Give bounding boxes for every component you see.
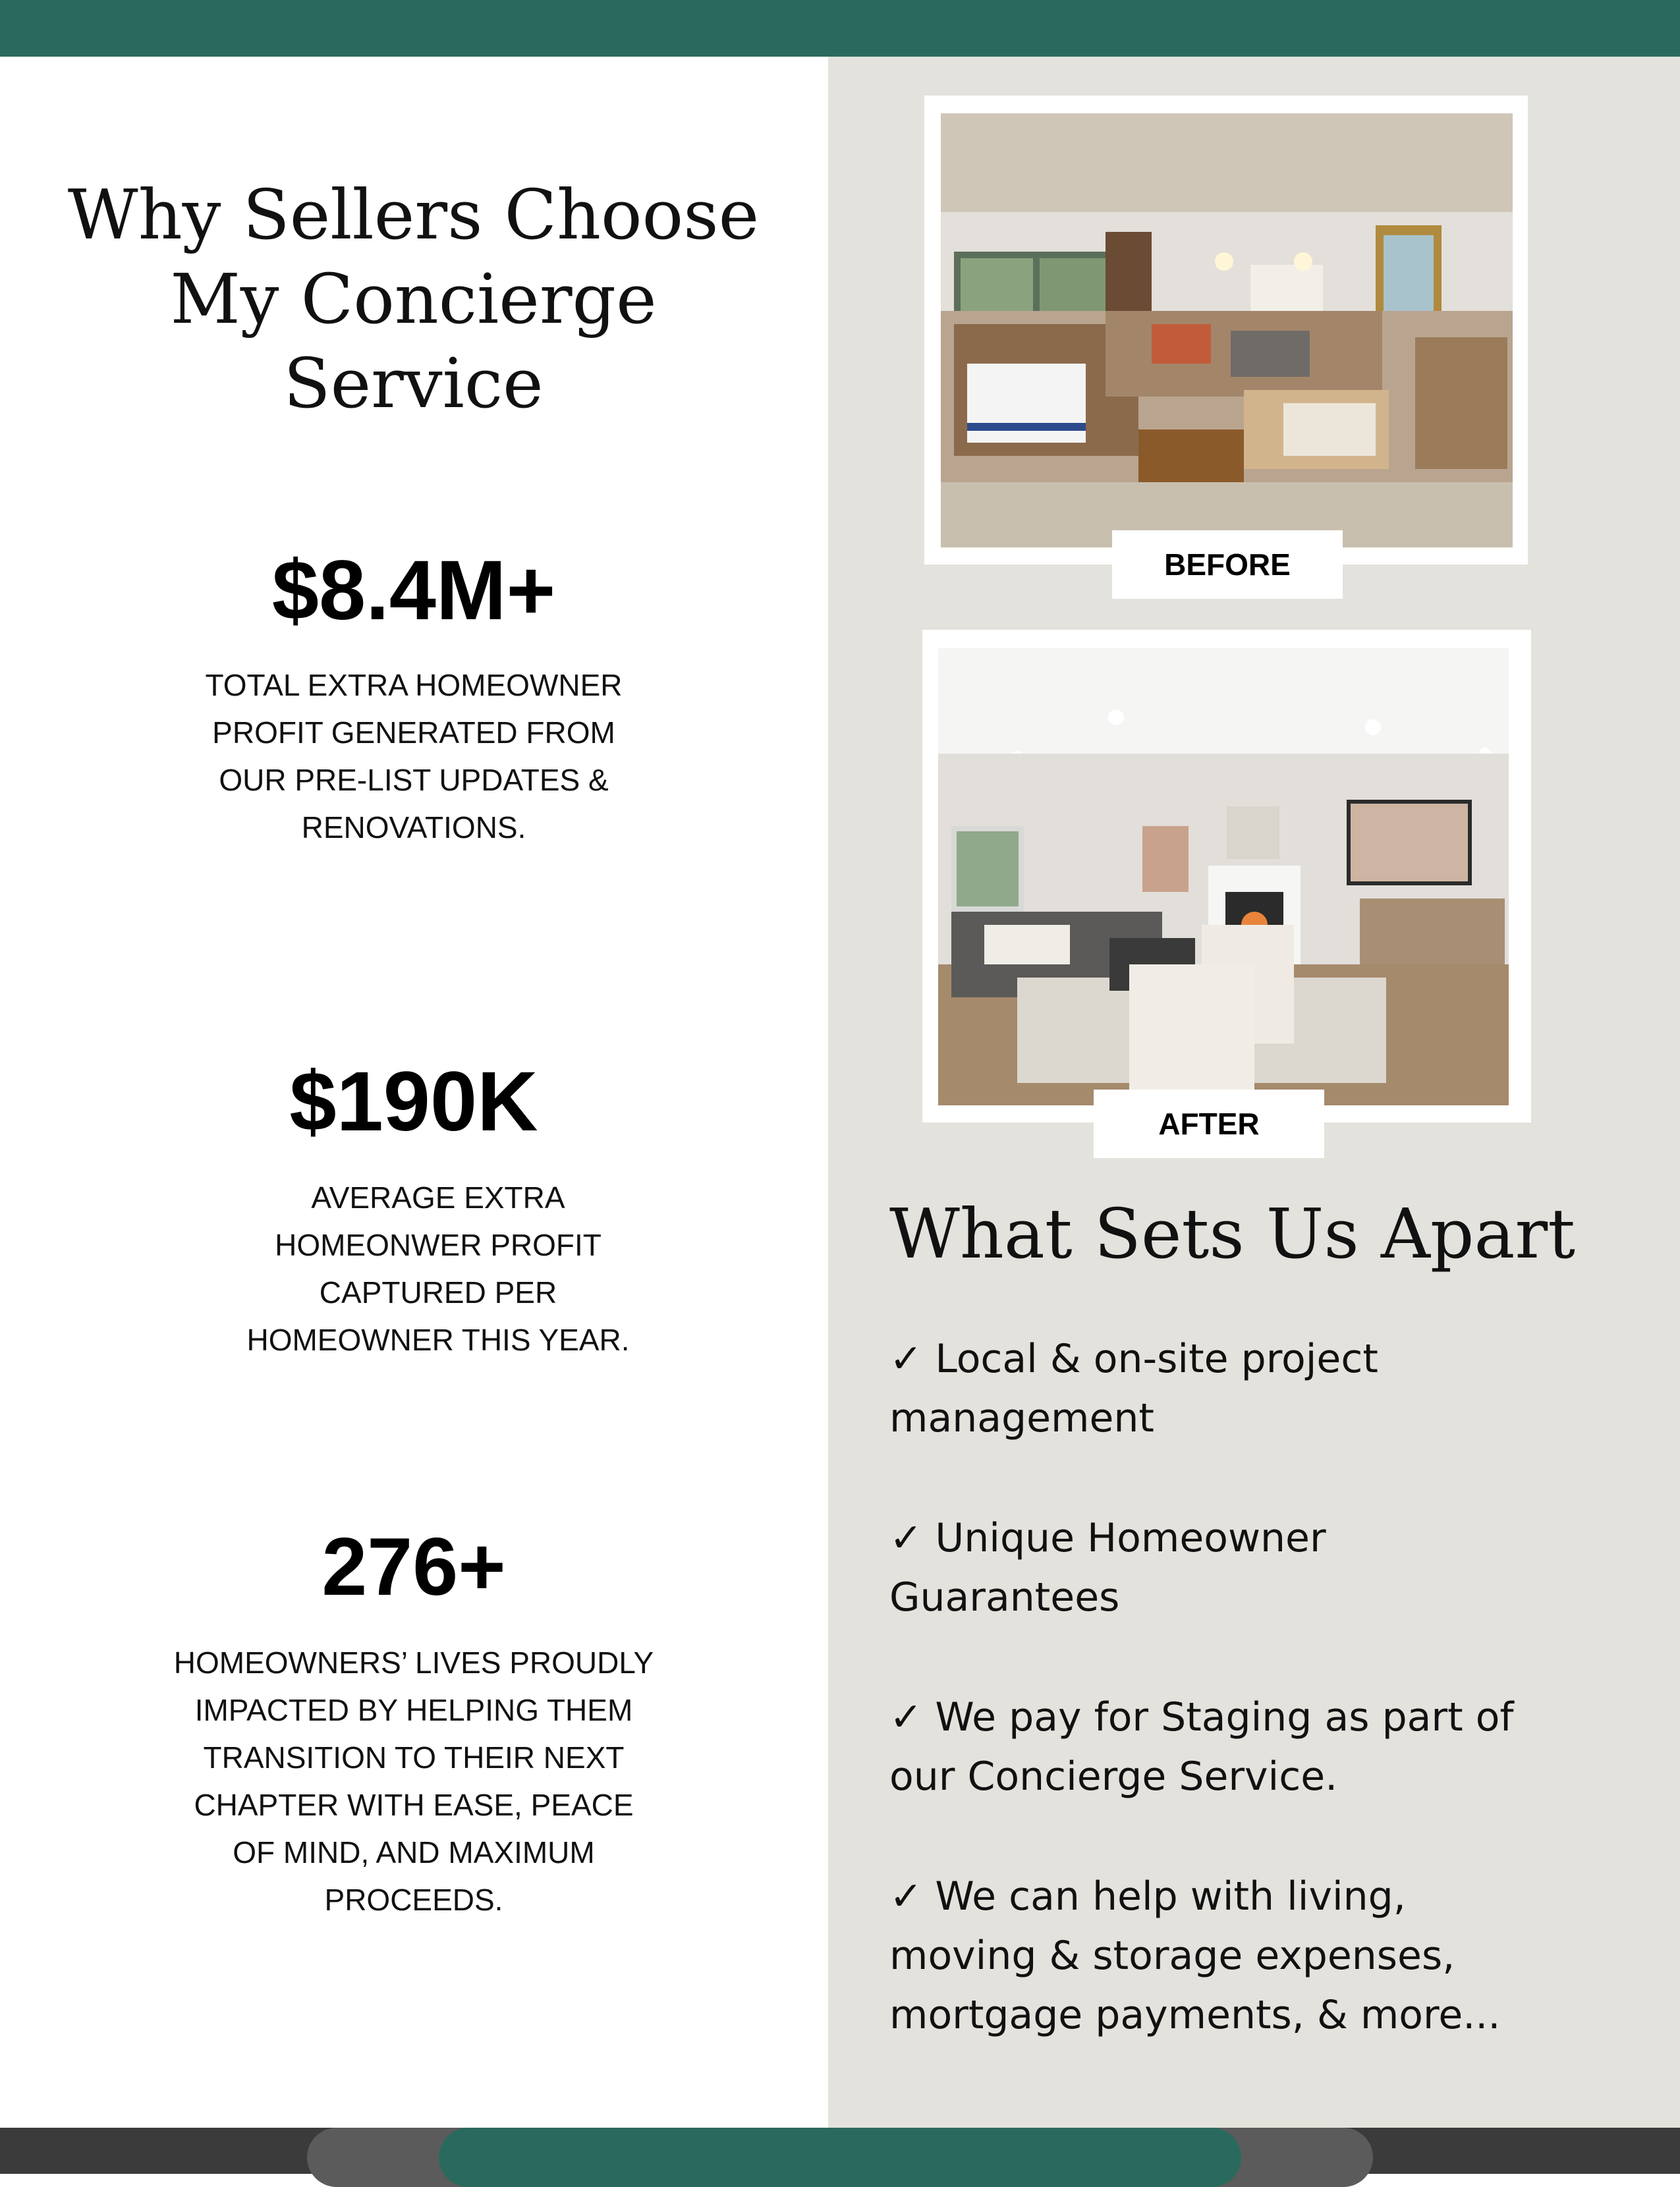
stat-average-profit-description: AVERAGE EXTRA HOMEONWER PROFIT CAPTURED PER HOMEOWNER THIS YEAR. [246,1180,630,1357]
apart-item-guarantees: ✓ Unique Homeowner Guarantees [889,1515,1326,1620]
before-label: BEFORE [1112,530,1343,599]
apart-item-staging: ✓ We pay for Staging as part of our Concierge Service. [889,1694,1514,1800]
stat-total-profit-description: TOTAL EXTRA HOMEOWNER PROFIT GENERATED FROM OUR PRE-LIST UPDATES & RENOVATIONS. [205,668,623,844]
stat-homeowners-description: HOMEOWNERS’ LIVES PROUDLY IMPACTED BY HELPING THEM TRANSITION TO THEIR NEXT CHAPTER WITH EASE, PEACE OF MIND, AND MAXIMUM PROCEEDS. [173,1646,654,1917]
stat-homeowners-value: 276+ [322,1522,506,1613]
apart-item-expenses: ✓ We can help with living, moving & storage expenses, mortgage payments, & more... [889,1873,1501,2038]
after-label: AFTER [1094,1090,1324,1158]
page-title: Why Sellers Choose My Concierge Service [67,175,760,424]
stat-average-profit-value: $190K [289,1055,538,1149]
apart-item-project-management: ✓ Local & on-site project management [889,1336,1378,1441]
after-photo-staged-room [938,648,1509,1105]
footer-tab-inner [439,2128,1241,2187]
stat-total-profit-value: $8.4M+ [271,543,556,638]
before-photo-cluttered-room [941,113,1513,547]
top-accent-bar [0,0,1680,57]
apart-heading: What Sets Us Apart [889,1194,1576,1274]
